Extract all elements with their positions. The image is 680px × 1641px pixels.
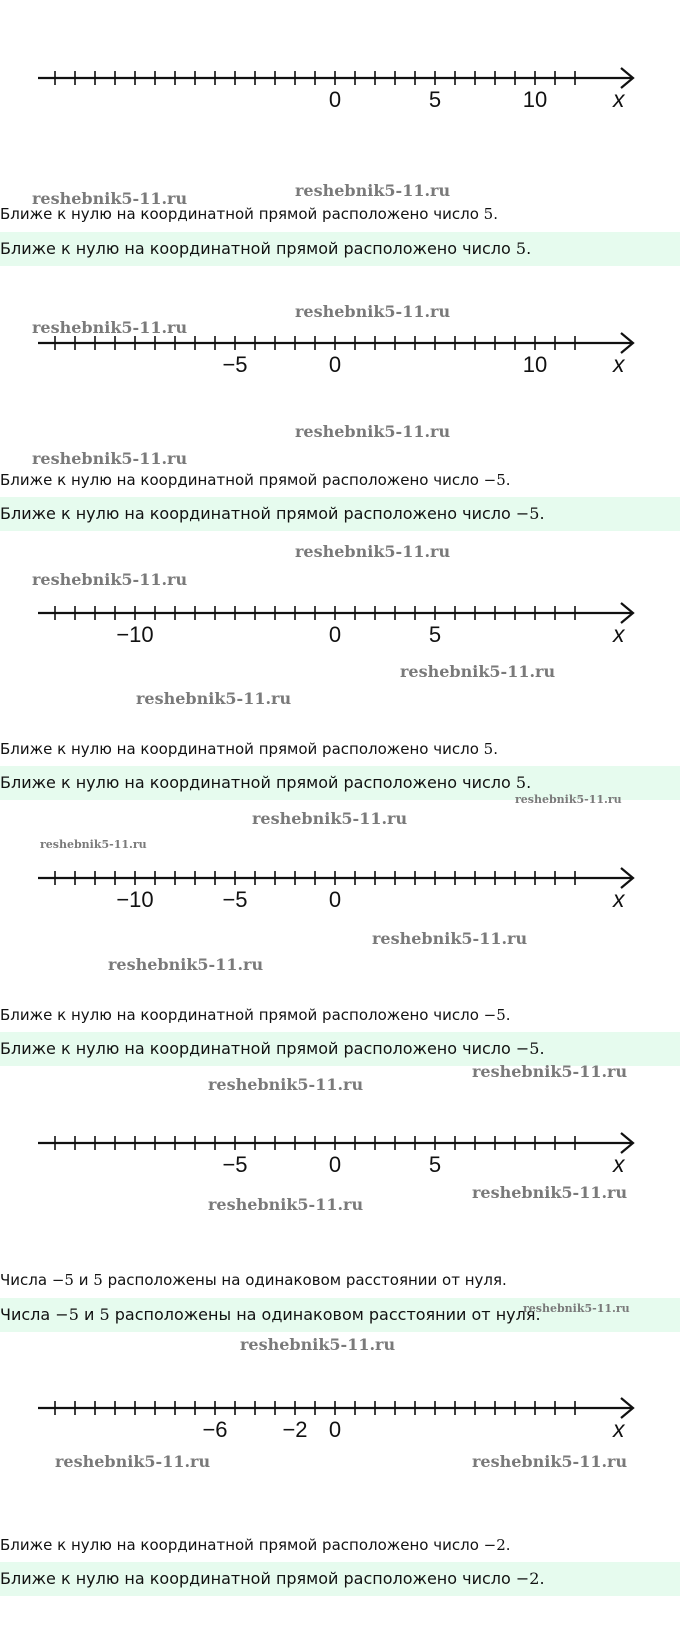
watermark: reshebnik5-11.ru bbox=[252, 809, 408, 828]
number-line-1 bbox=[0, 0, 680, 120]
tick-label: −2 bbox=[282, 1417, 308, 1442]
answer-part: Ближе к нулю на координатной прямой расположено число bbox=[0, 1039, 516, 1058]
watermark: reshebnik5-11.ru bbox=[472, 1062, 628, 1081]
answer-band-1 bbox=[0, 232, 680, 266]
answer-text-5 bbox=[0, 1305, 541, 1324]
tick-label: 5 bbox=[428, 622, 442, 647]
statement-text-5 bbox=[0, 1271, 507, 1289]
watermark: reshebnik5-11.ru bbox=[472, 1452, 628, 1471]
watermark: reshebnik5-11.ru bbox=[372, 929, 528, 948]
answer-part: Ближе к нулю на координатной прямой расположено число bbox=[0, 773, 516, 792]
statement-part: Ближе к нулю на координатной прямой расположено число bbox=[0, 1006, 484, 1024]
answer-part: Ближе к нулю на координатной прямой расположено число bbox=[0, 239, 516, 258]
watermark: reshebnik5-11.ru bbox=[295, 422, 451, 441]
watermark: reshebnik5-11.ru bbox=[208, 1195, 364, 1214]
tick-label: −5 bbox=[222, 887, 248, 912]
watermark: reshebnik5-11.ru bbox=[40, 838, 147, 851]
answer-text-3 bbox=[0, 773, 531, 792]
answer-part: и bbox=[78, 1305, 100, 1324]
statement-text-2 bbox=[0, 471, 511, 489]
exercise-block-6 bbox=[0, 1330, 680, 1641]
watermark: reshebnik5-11.ru bbox=[295, 181, 451, 200]
statement-part: расположены на одинаковом расстоянии от нуля. bbox=[102, 1271, 507, 1289]
tick-label: 0 bbox=[328, 622, 342, 647]
statement-number: 5 bbox=[483, 740, 494, 758]
watermark: reshebnik5-11.ru bbox=[32, 318, 188, 337]
tick-label: 0 bbox=[328, 887, 342, 912]
statement-number: 5 bbox=[93, 1271, 103, 1289]
tick-label: −6 bbox=[202, 1417, 228, 1442]
tick-label: 5 bbox=[428, 87, 442, 112]
watermark: reshebnik5-11.ru bbox=[108, 955, 264, 974]
watermark: reshebnik5-11.ru bbox=[55, 1452, 211, 1471]
answer-number: 5 bbox=[515, 239, 527, 258]
statement-text-6 bbox=[0, 1536, 511, 1554]
answer-number: 5 bbox=[515, 773, 527, 792]
answer-number: −2 bbox=[515, 1569, 540, 1588]
statement-text-3 bbox=[0, 740, 498, 758]
answer-part: Ближе к нулю на координатной прямой расположено число bbox=[0, 1569, 516, 1588]
axis-variable-label: x bbox=[613, 86, 625, 112]
answer-band-6 bbox=[0, 1562, 680, 1596]
watermark: reshebnik5-11.ru bbox=[523, 1302, 630, 1315]
watermark: reshebnik5-11.ru bbox=[400, 662, 556, 681]
answer-band-4 bbox=[0, 1032, 680, 1066]
tick-label: 0 bbox=[328, 1152, 342, 1177]
tick-label: −10 bbox=[116, 622, 154, 647]
watermark: reshebnik5-11.ru bbox=[472, 1183, 628, 1202]
statement-part: Ближе к нулю на координатной прямой расположено число bbox=[0, 740, 484, 758]
answer-number: −5 bbox=[55, 1305, 79, 1324]
statement-part: . bbox=[493, 740, 498, 758]
watermark: reshebnik5-11.ru bbox=[32, 189, 188, 208]
statement-part: Ближе к нулю на координатной прямой расположено число bbox=[0, 1536, 484, 1554]
axis-variable-label: x bbox=[613, 886, 625, 912]
exercise-block-1 bbox=[0, 0, 680, 265]
tick-label: 5 bbox=[428, 1152, 442, 1177]
tick-label: 10 bbox=[522, 352, 548, 377]
answer-band-2 bbox=[0, 497, 680, 531]
tick-label: 0 bbox=[328, 1417, 342, 1442]
watermark: reshebnik5-11.ru bbox=[295, 302, 451, 321]
statement-part: . bbox=[505, 1006, 511, 1024]
statement-number: −5 bbox=[483, 1006, 506, 1024]
tick-label: −5 bbox=[222, 352, 248, 377]
answer-text-6 bbox=[0, 1569, 545, 1588]
axis-variable-label: x bbox=[613, 1416, 625, 1442]
tick-label: −10 bbox=[116, 887, 154, 912]
statement-part: . bbox=[505, 1536, 511, 1554]
tick-label: 10 bbox=[522, 87, 548, 112]
tick-label: 0 bbox=[328, 87, 342, 112]
statement-part: Ближе к нулю на координатной прямой расположено число bbox=[0, 205, 484, 223]
statement-number: −5 bbox=[51, 1271, 74, 1289]
answer-part: . bbox=[539, 504, 545, 523]
answer-part: . bbox=[539, 1039, 545, 1058]
answer-text-1 bbox=[0, 239, 531, 258]
watermark: reshebnik5-11.ru bbox=[295, 542, 451, 561]
statement-number: 5 bbox=[483, 205, 494, 223]
statement-number: −5 bbox=[483, 471, 506, 489]
answer-number: −5 bbox=[515, 1039, 540, 1058]
watermark: reshebnik5-11.ru bbox=[136, 689, 292, 708]
answer-text-4 bbox=[0, 1039, 545, 1058]
watermark: reshebnik5-11.ru bbox=[32, 570, 188, 589]
tick-label: 0 bbox=[328, 352, 342, 377]
statement-part: . bbox=[493, 205, 498, 223]
axis-variable-label: x bbox=[613, 621, 625, 647]
statement-part: Ближе к нулю на координатной прямой расположено число bbox=[0, 471, 484, 489]
axis-variable-label: x bbox=[613, 1151, 625, 1177]
statement-part: Числа bbox=[0, 1271, 52, 1289]
statement-part: и bbox=[73, 1271, 94, 1289]
statement-part: . bbox=[505, 471, 511, 489]
answer-part: Числа bbox=[0, 1305, 56, 1324]
tick-label: −5 bbox=[222, 1152, 248, 1177]
answer-part: . bbox=[526, 773, 532, 792]
answer-part: . bbox=[526, 239, 532, 258]
statement-text-4 bbox=[0, 1006, 511, 1024]
watermark: reshebnik5-11.ru bbox=[32, 449, 188, 468]
watermark: reshebnik5-11.ru bbox=[240, 1335, 396, 1354]
answer-part: расположены на одинаковом расстоянии от нуля. bbox=[109, 1305, 541, 1324]
statement-number: −2 bbox=[483, 1536, 506, 1554]
answer-part: Ближе к нулю на координатной прямой расположено число bbox=[0, 504, 516, 523]
watermark: reshebnik5-11.ru bbox=[208, 1075, 364, 1094]
answer-number: −5 bbox=[515, 504, 540, 523]
axis-variable-label: x bbox=[613, 351, 625, 377]
answer-text-2 bbox=[0, 504, 545, 523]
answer-number: 5 bbox=[99, 1305, 110, 1324]
watermark: reshebnik5-11.ru bbox=[515, 793, 622, 806]
answer-part: . bbox=[539, 1569, 545, 1588]
